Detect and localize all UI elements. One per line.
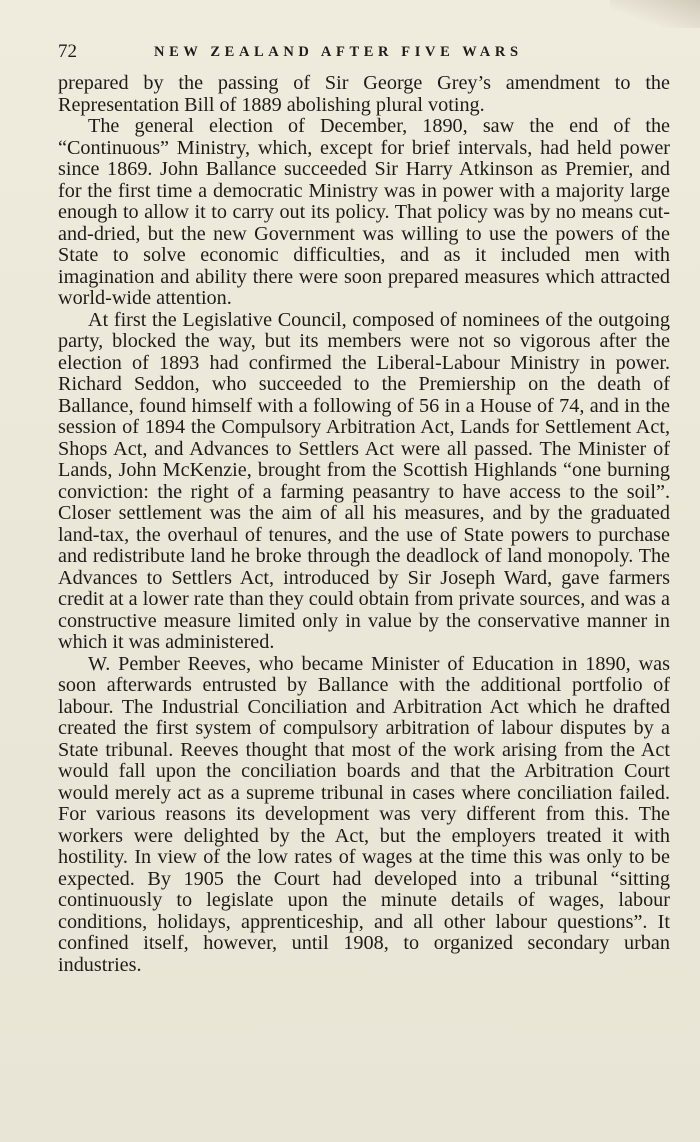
page-header — [58, 40, 670, 64]
paragraph-legislative-council: At first the Legislative Council, composed of nominees of the outgoing party, blocked the way, but its members were not so vigorous after the election of 1893 had confirmed the Liberal-Labour Ministry in power. Richard Seddon, who succeeded to the Premiership on the death of Ballance, found himself with a following of 56 in a House of 74, and in the session of 1894 the Compulsory Arbitration Act, Lands for Settlement Act, Shops Act, and Advances to Settlers Act were all passed. The Minister of Lands, John McKenzie, brought from the Scottish Highlands “one burning conviction: the right of a farming peasantry to have access to the soil”. Closer settlement was the aim of all his measures, and by the graduated land-tax, the overhaul of tenures, and the use of State powers to purchase and redistribute land he broke through the deadlock of land monopoly. The Advances to Settlers Act, introduced by Sir Joseph Ward, gave farmers credit at a lower rate than they could obtain from private sources, and was a constructive measure limited only in value by the conservative manner in which it was administered. — [58, 308, 670, 653]
page-number: 72 — [58, 41, 77, 62]
paragraph-continued: prepared by the passing of Sir George Grey’s amendment to the Representation Bill of 1889 abolishing plural voting. — [58, 72, 670, 116]
paragraph-pember-reeves: W. Pember Reeves, who became Minister of Education in 1890, was soon afterwards entrusted by Ballance with the additional portfolio of labour. The Industrial Conciliation and Arbitration Act which he drafted created the first system of compulsory arbitration of labour disputes by a State tribunal. Reeves thought that most of the work arising from the Act would fall upon the conciliation boards and that the Arbitration Court would merely act as a supreme tribunal in cases where conciliation failed. For various reasons its development was very different from this. The workers were delighted by the Act, but the employers treated it with hostility. In view of the low rates of wages at the time this was only to be expected. By 1905 the Court had developed into a tribunal “sitting continuously to legislate upon the minute details of wages, labour conditions, holidays, apprenticeship, and all other labour questions”. It confined itself, however, until 1908, to organized secondary urban industries. — [58, 652, 670, 976]
paragraph-general-election: The general election of December, 1890, saw the end of the “Continuous” Ministry, which, except for brief intervals, had held power since 1869. John Ballance succeeded Sir Harry Atkinson as Premier, and for the first time a democratic Ministry was in power with a majority large enough to allow it to carry out its policy. That policy was by no means cut-and-dried, but the new Government was willing to use the powers of the State to solve economic difficulties, and as it included men with imagination and ability there were soon prepared measures which attracted world-wide attention. — [58, 115, 670, 309]
running-head: NEW ZEALAND AFTER FIVE WARS — [154, 44, 523, 60]
page-corner-shadow — [610, 0, 700, 28]
body-text — [58, 73, 670, 976]
